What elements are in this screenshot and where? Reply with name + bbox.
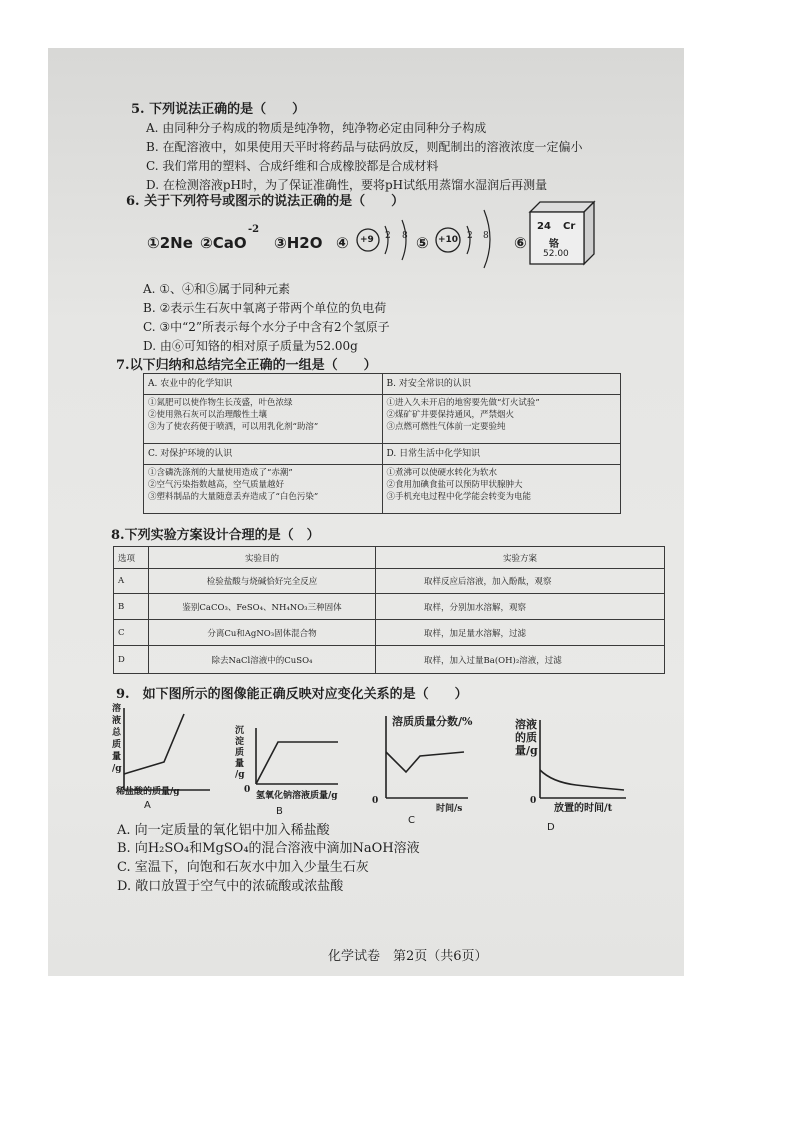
q8-row-b-option: B <box>114 594 149 620</box>
q7-cell-a-body <box>144 395 383 444</box>
element-symbol: Cr <box>563 221 576 232</box>
q8-row-c-purpose: 分离Cu和AgNO₃固体混合物 <box>149 620 376 646</box>
element-atomic-number: 24 <box>537 221 551 232</box>
q8-header-purpose: 实验目的 <box>149 547 376 569</box>
graph-b-letter: B <box>276 806 283 817</box>
q7-cell-d-line: ③手机充电过程中化学能会转变为电能 <box>386 492 532 502</box>
atom-5-shell-2: 8 <box>483 231 489 241</box>
atom-4-shell-2: 8 <box>402 231 408 241</box>
q7-cell-b <box>382 374 621 395</box>
q8-row-a-option: A <box>114 569 149 594</box>
q6-option-c: C. ③中“2”所表示每个水分子中含有2个氢原子 <box>143 320 390 334</box>
q8-row-c-option: C <box>114 620 149 646</box>
graph-c-xlabel: 时间/s <box>436 804 463 814</box>
graph-b-origin: 0 <box>244 785 251 795</box>
q7-cell-c-line: ②空气污染指数越高，空气质量越好 <box>148 480 285 490</box>
q8-row-b-purpose: 鉴别CaCO₃、FeSO₄、NH₄NO₃三种固体 <box>149 594 376 620</box>
q7-cell-c-head: C. 对保护环境的认识 <box>148 449 233 459</box>
graph-a-ylabel: 溶 液 总 质 量 /g <box>112 704 122 774</box>
q8-row-d-plan: 取样，加入过量Ba(OH)₂溶液，过滤 <box>376 646 665 674</box>
graph-b-xlabel: 氢氧化钠溶液质量/g <box>256 791 338 801</box>
graph-d-xlabel: 放置的时间/t <box>554 803 613 814</box>
q7-cell-a-line: ③为了使农药便于喷洒，可以用乳化剂“助溶” <box>148 422 319 432</box>
atom-5-label: ⑤ <box>416 234 429 252</box>
q7-cell-a-head: A. 农业中的化学知识 <box>148 379 233 389</box>
q8-row-a-purpose: 检验盐酸与烧碱恰好完全反应 <box>149 569 376 594</box>
q7-cell-b-line: ②煤矿矿井要保持通风，严禁烟火 <box>386 410 515 420</box>
q7-cell-b-line: ③点燃可燃性气体前一定要验纯 <box>386 422 506 432</box>
symbol-h2o: ③H2O <box>274 234 323 252</box>
graph-c-letter: C <box>408 815 415 826</box>
q9-stem: 9. 如下图所示的图像能正确反映对应变化关系的是（ ） <box>116 687 468 702</box>
graph-c-ylabel: 溶质质量分数/% <box>392 715 473 728</box>
atom-5-shell-1: 2 <box>467 231 473 241</box>
q7-cell-d-body <box>382 465 621 514</box>
q8-row-a-plan: 取样反应后溶液，加入酚酞，观察 <box>376 569 665 594</box>
graph-a-xlabel: 稀盐酸的质量/g <box>116 787 180 797</box>
q7-cell-d-line: ①煮沸可以使硬水转化为软水 <box>386 468 498 478</box>
q7-cell-b-line: ①进入久未开启的地窖要先做“灯火试验” <box>386 398 540 408</box>
atom-4-nucleus: +9 <box>360 235 374 245</box>
q7-stem: 7.以下归纳和总结完全正确的一组是（ ） <box>116 358 377 373</box>
q7-cell-b-body <box>382 395 621 444</box>
q7-cell-c <box>144 444 383 465</box>
graph-b-ylabel: 沉 淀 质 量 /g <box>235 726 245 780</box>
graph-d-letter: D <box>547 822 555 833</box>
q5-option-c: C. 我们常用的塑料、合成纤维和合成橡胶都是合成材料 <box>146 159 439 173</box>
q7-cell-c-line: ①含磷洗涤剂的大量使用造成了“赤潮” <box>148 468 293 478</box>
graph-d-ylabel: 溶液 的质 量/g <box>515 718 538 757</box>
q8-header-option: 选项 <box>114 547 149 569</box>
graph-b <box>246 726 342 790</box>
q9-option-c: C. 室温下，向饱和石灰水中加入少量生石灰 <box>117 860 369 875</box>
element-name: 铬 <box>549 239 559 250</box>
q7-cell-b-head: B. 对安全常识的认识 <box>386 379 471 389</box>
atom-4-label: ④ <box>336 234 349 252</box>
q9-option-a: A. 向一定质量的氧化铝中加入稀盐酸 <box>117 823 330 838</box>
q9-option-b: B. 向H₂SO₄和MgSO₄的混合溶液中滴加NaOH溶液 <box>117 841 420 856</box>
q8-row-c-plan: 取样，加足量水溶解，过滤 <box>376 620 665 646</box>
page-footer: 化学试卷 第2页（共6页） <box>328 949 488 964</box>
q8-row-d-option: D <box>114 646 149 674</box>
q7-cell-c-body <box>144 465 383 514</box>
q5-stem: 5. 下列说法正确的是（ ） <box>131 102 306 117</box>
q7-cell-a <box>144 374 383 395</box>
q7-cell-a-line: ②使用熟石灰可以治理酸性土壤 <box>148 410 268 420</box>
q8-stem: 8.下列实验方案设计合理的是（ ） <box>111 528 320 543</box>
symbol-2ne: ①2Ne <box>147 234 193 252</box>
q6-option-b: B. ②表示生石灰中氧离子带两个单位的负电荷 <box>143 301 387 315</box>
graph-a-letter: A <box>144 800 151 811</box>
q7-cell-c-line: ③塑料制品的大量随意丢弃造成了“白色污染” <box>148 492 319 502</box>
symbol-cao: ②CaO <box>200 234 247 252</box>
element-cell-label: ⑥ <box>514 234 527 252</box>
q6-option-d: D. 由⑥可知铬的相对原子质量为52.00g <box>143 339 358 353</box>
cao-charge: -2 <box>248 224 260 235</box>
graph-d <box>532 718 628 804</box>
graph-c-origin: 0 <box>372 796 379 806</box>
q6-option-a: A. ①、④和⑤属于同种元素 <box>143 282 291 296</box>
q7-table <box>143 373 621 514</box>
q7-cell-a-line: ①氮肥可以使作物生长茂盛，叶色浓绿 <box>148 398 293 408</box>
q5-option-b: B. 在配溶液中，如果使用天平时将药品与砝码放反，则配制出的溶液浓度一定偏小 <box>146 140 583 154</box>
atom-5-nucleus: +10 <box>438 235 459 245</box>
q9-option-d: D. 敞口放置于空气中的浓硫酸或浓盐酸 <box>117 879 344 894</box>
q8-row-d-purpose: 除去NaCl溶液中的CuSO₄ <box>149 646 376 674</box>
q8-header-plan: 实验方案 <box>376 547 665 569</box>
q6-stem: 6. 关于下列符号或图示的说法正确的是（ ） <box>126 194 405 209</box>
q8-row-b-plan: 取样，分别加水溶解，观察 <box>376 594 665 620</box>
q5-option-d: D. 在检测溶液pH时，为了保证准确性，要将pH试纸用蒸馏水湿润后再测量 <box>146 178 548 192</box>
q5-option-a: A. 由同种分子构成的物质是纯净物，纯净物必定由同种分子构成 <box>146 121 487 135</box>
element-mass: 52.00 <box>543 249 569 259</box>
atom-4-shell-1: 2 <box>385 231 391 241</box>
q8-table <box>113 546 665 674</box>
q7-cell-d-line: ②食用加碘食盐可以预防甲状腺肿大 <box>386 480 523 490</box>
graph-d-origin: 0 <box>530 796 537 806</box>
q7-cell-d-head: D. 日常生活中化学知识 <box>386 449 481 459</box>
q7-cell-d <box>382 444 621 465</box>
